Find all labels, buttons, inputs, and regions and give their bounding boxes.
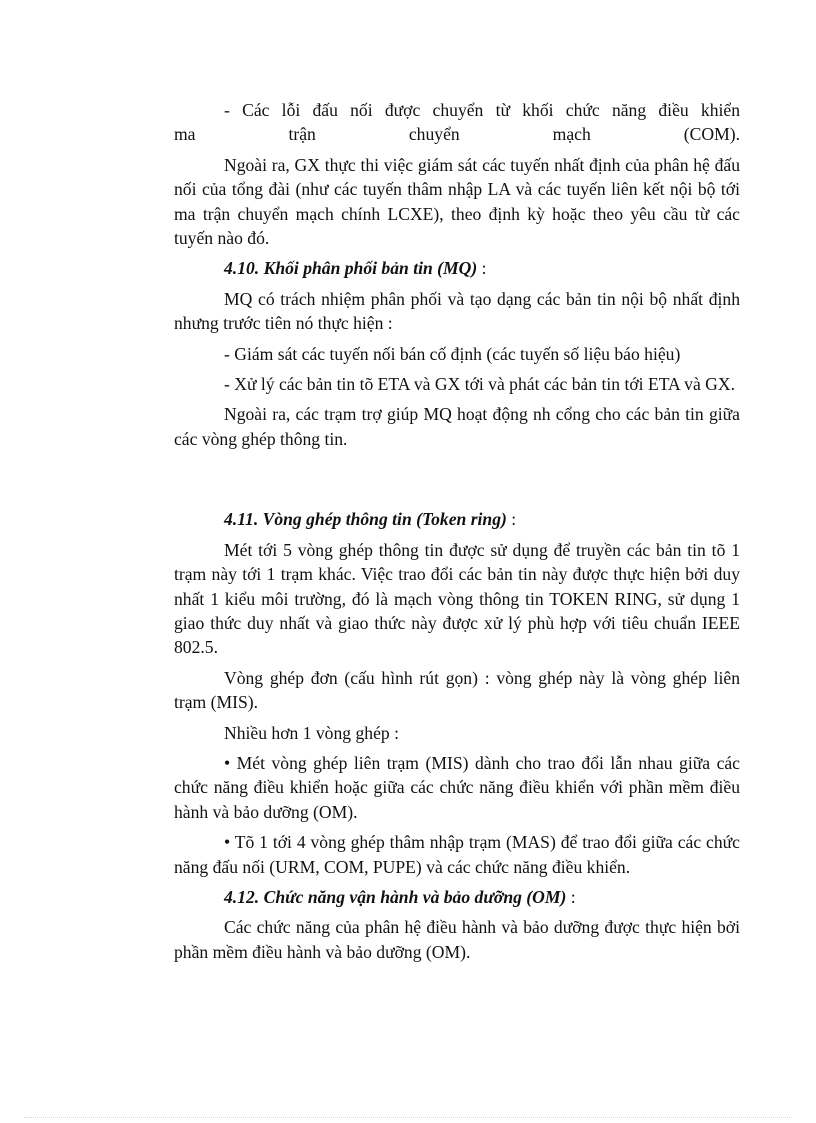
paragraph-mq-monitor: - Giám sát các tuyến nối bán cố định (các tuyến số liệu báo hiệu) <box>224 343 681 364</box>
paragraph-single-ring: Vòng ghép đơn (cấu hình rút gọn) : vòng ghép này là vòng ghép liên trạm (MIS). <box>174 667 740 713</box>
paragraph-connection-errors-cont: ma trận chuyển mạch (COM). <box>174 124 740 145</box>
bullet-text-mis: Mét vòng ghép liên trạm (MIS) dành cho trao đổi lẫn nhau giữa các chức năng điều khiển hoặc giữa các chức năng điều khiển với phần mềm điều hành và bảo dưỡng (OM). <box>174 752 740 822</box>
section-title-4-12: 4.12. Chức năng vận hành và bảo dưỡng (OM) <box>224 886 567 907</box>
bullet-icon: • <box>224 752 231 773</box>
section-heading-4-11 <box>174 507 740 531</box>
paragraph-multiple-rings: Nhiều hơn 1 vòng ghép : <box>224 722 399 743</box>
section-spacer <box>174 457 740 507</box>
bullet-item-mis <box>174 751 740 824</box>
paragraph-gx-monitoring: Ngoài ra, GX thực thi việc giám sát các tuyến nhất định của phân hệ đấu nối của tổng đài (như các tuyến thâm nhập LA và các tuyến liên kết nội bộ tới ma trận chuyển mạch chính LCXE), theo định kỳ hoặc theo yêu cầu từ các tuyến nào đó. <box>174 154 740 249</box>
page-bottom-rule <box>24 1117 792 1118</box>
paragraph-connection-errors: - Các lỗi đấu nối được chuyển từ khối chức năng điều khiển <box>224 100 740 120</box>
section-colon-4-11: : <box>506 509 517 530</box>
paragraph-mq-process: - Xử lý các bản tin tõ ETA và GX tới và phát các bản tin tới ETA và GX. <box>224 374 735 395</box>
paragraph-token-ring-intro: Mét tới 5 vòng ghép thông tin được sử dụng để truyền các bản tin tõ 1 trạm này tới 1 trạm khác. Việc trao đổi các bản tin này được thực hiện bởi duy nhất 1 kiểu môi trường, đó là mạch vòng thông tin TOKEN RING, sử dụng 1 giao thức duy nhất và giao thức này được xử lý phù hợp với tiêu chuẩn IEEE 802.5. <box>174 539 740 658</box>
document-page <box>174 98 740 970</box>
bullet-item-mas <box>174 830 740 879</box>
bullet-text-mas: Tõ 1 tới 4 vòng ghép thâm nhập trạm (MAS) để trao đổi giữa các chức năng đấu nối (URM, COM, PUPE) và các chức năng điều khiển. <box>174 832 740 877</box>
section-colon-4-10: : <box>477 258 487 279</box>
section-heading-4-12 <box>174 885 740 909</box>
bullet-icon: • <box>224 832 231 853</box>
section-colon-4-12: : <box>566 886 576 907</box>
section-title-4-11: 4.11. Vòng ghép thông tin (Token ring) <box>224 509 507 530</box>
paragraph-om-functions: Các chức năng của phân hệ điều hành và bảo dưỡng được thực hiện bởi phần mềm điều hành và bảo dưỡng (OM). <box>174 917 740 962</box>
section-heading-4-10 <box>174 256 740 280</box>
paragraph-mq-gateway: Ngoài ra, các trạm trợ giúp MQ hoạt động nh cổng cho các bản tin giữa các vòng ghép thông tin. <box>174 404 740 449</box>
paragraph-mq-responsibility: MQ có trách nhiệm phân phối và tạo dạng các bản tin nội bộ nhất định nhưng trước tiên nó thực hiện : <box>174 288 740 334</box>
section-title-4-10: 4.10. Khối phân phối bản tin (MQ) <box>224 258 478 279</box>
